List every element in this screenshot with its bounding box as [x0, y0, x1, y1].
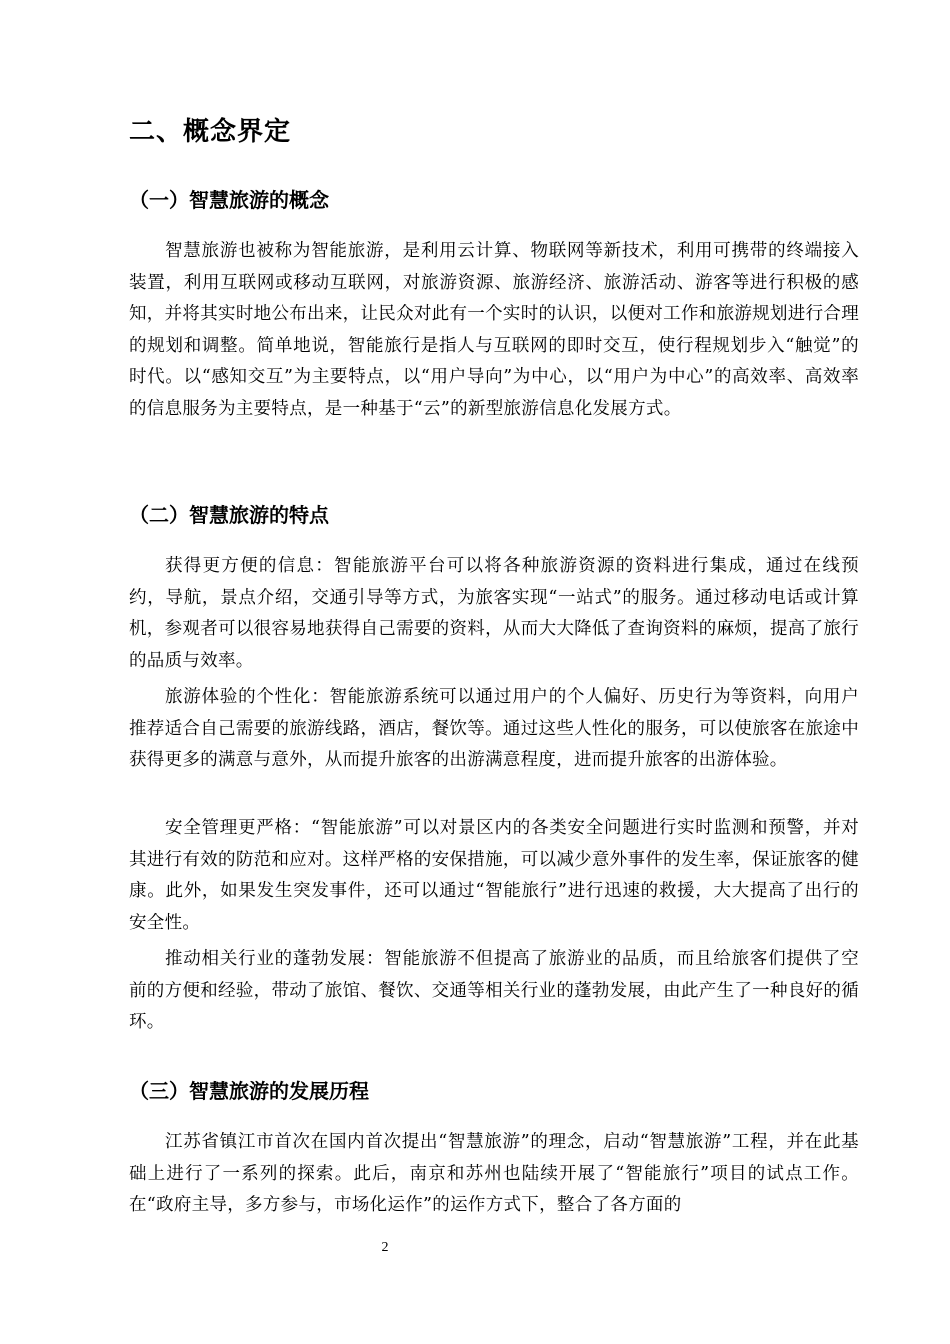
section-heading-history: （三）智慧旅游的发展历程: [129, 1079, 369, 1103]
paragraph-feature-industry: 推动相关行业的蓬勃发展：智能旅游不但提高了旅游业的品质，而且给旅客们提供了空前的方便和经验，带动了旅馆、餐饮、交通等相关行业的蓬勃发展，由此产生了一种良好的循环。: [129, 949, 859, 1032]
paragraph-history: 江苏省镇江市首次在国内首次提出“智慧旅游”的理念，启动“智慧旅游”工程，并在此基础上进行了一系列的探索。此后，南京和苏州也陆续开展了“智能旅行”项目的试点工作。在“政府主导，多方参与，市场化运作”的运作方式下，整合了各方面的: [129, 1132, 859, 1215]
paragraph-feature-safety: 安全管理更严格：“智能旅游”可以对景区内的各类安全问题进行实时监测和预警，并对其进行有效的防范和应对。这样严格的安保措施，可以减少意外事件的发生率，保证旅客的健康。此外，如果发生突发事件，还可以通过“智能旅行”进行迅速的救援，大大提高了出行的安全性。: [129, 818, 859, 933]
paragraph-concept: 智慧旅游也被称为智能旅游，是利用云计算、物联网等新技术，利用可携带的终端接入装置，利用互联网或移动互联网，对旅游资源、旅游经济、旅游活动、游客等进行积极的感知，并将其实时地公布出来，让民众对此有一个实时的认识，以便对工作和旅游规划进行合理的规划和调整。简单地说，智能旅行是指人与互联网的即时交互，使行程规划步入“触觉”的时代。以“感知交互”为主要特点，以“用户导向”为中心，以“用户为中心”的高效率、高效率的信息服务为主要特点，是一种基于“云”的新型旅游信息化发展方式。: [129, 241, 859, 419]
paragraph-feature-information: 获得更方便的信息：智能旅游平台可以将各种旅游资源的资料进行集成，通过在线预约，导航，景点介绍，交通引导等方式，为旅客实现“一站式”的服务。通过移动电话或计算机，参观者可以很容易地获得自己需要的资料，从而大大降低了查询资料的麻烦，提高了旅行的品质与效率。: [129, 556, 859, 671]
paragraph-feature-personalization: 旅游体验的个性化：智能旅游系统可以通过用户的个人偏好、历史行为等资料，向用户推荐适合自己需要的旅游线路，酒店，餐饮等。通过这些人性化的服务，可以使旅客在旅途中获得更多的满意与意外，从而提升旅客的出游满意程度，进而提升旅客的出游体验。: [129, 687, 859, 770]
section-heading-concept: （一）智慧旅游的概念: [129, 188, 329, 212]
page-number: 2: [381, 1240, 389, 1255]
chapter-title: 二、概念界定: [129, 117, 292, 147]
section-heading-features: （二）智慧旅游的特点: [129, 503, 329, 527]
